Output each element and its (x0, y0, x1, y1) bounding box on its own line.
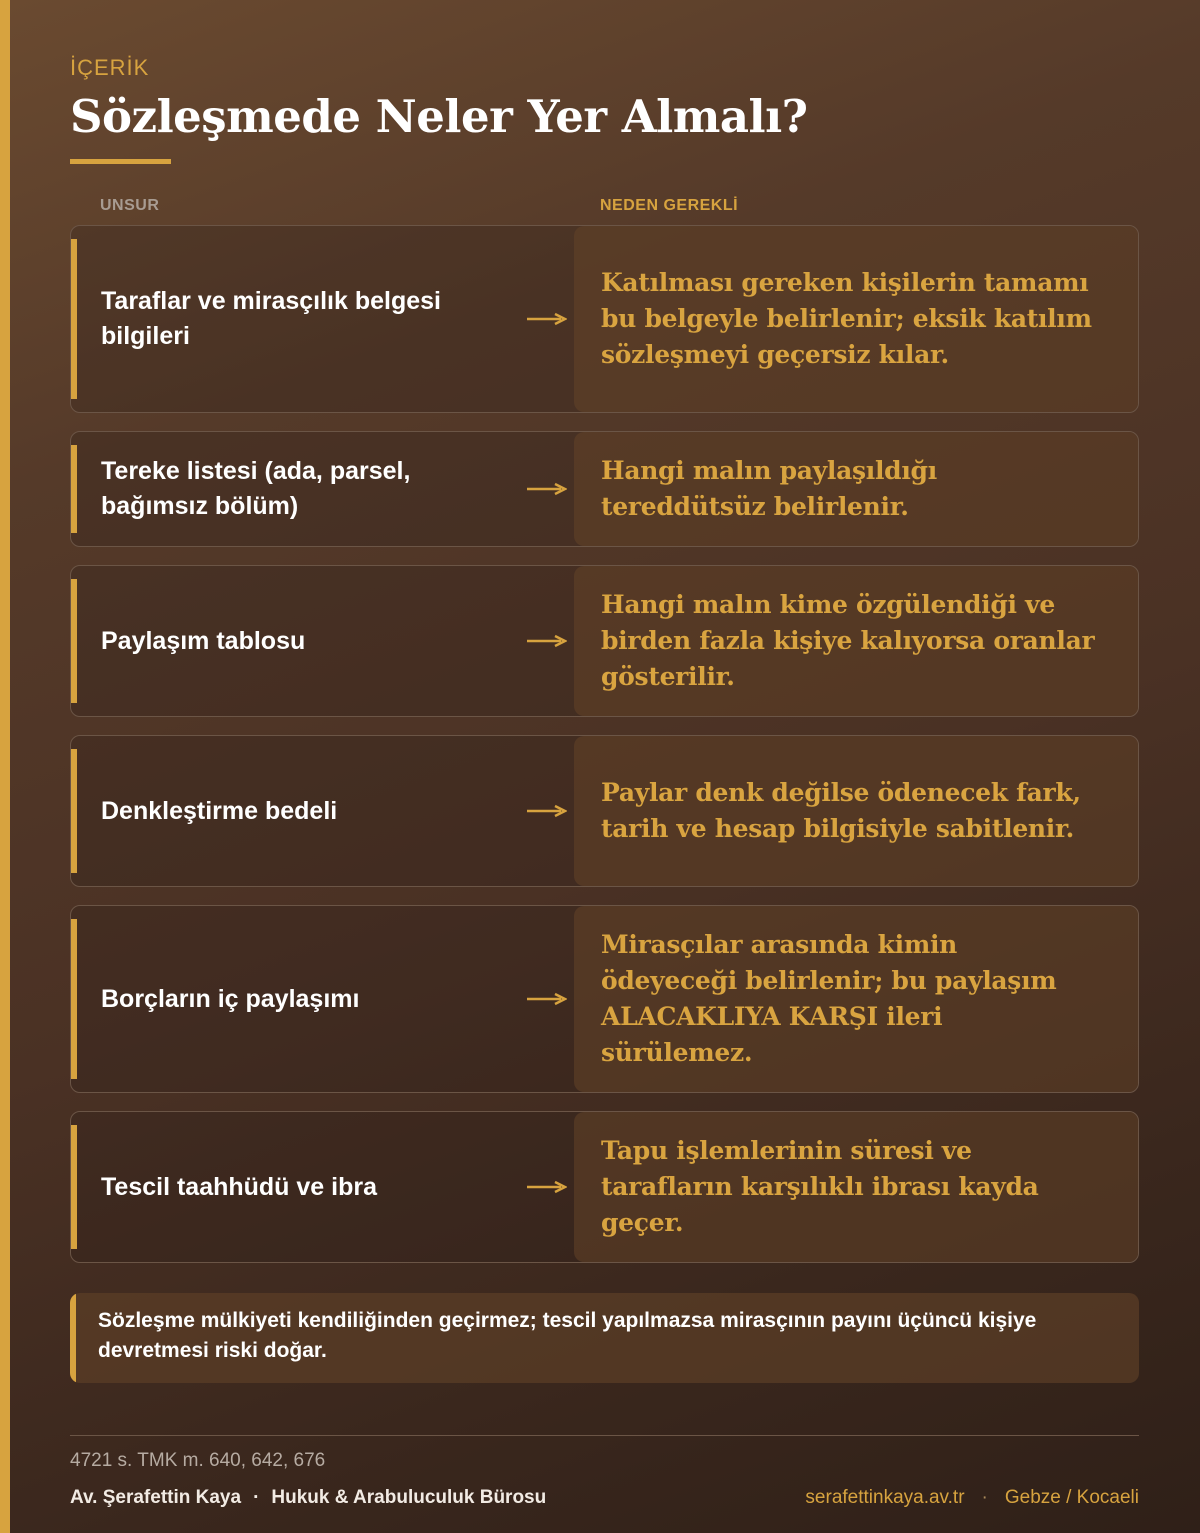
row-accent (71, 239, 77, 399)
row-item: Denkleştirme bedeli (101, 796, 338, 825)
arrow-right-icon (527, 634, 567, 648)
arrow-right-icon (527, 992, 567, 1006)
row-accent (71, 919, 77, 1079)
row-item: Borçların iç paylaşımı (101, 984, 360, 1013)
row-accent (71, 445, 77, 533)
row-item: Tereke listesi (ada, parsel, bağımsız bölüm) (101, 457, 411, 520)
warning-note (70, 1293, 1139, 1383)
row-reason: Katılması gereken kişilerin tamamı bu belgeyle belirlenir; eksik katılım sözleşmeyi geçersiz kılar. (574, 226, 1138, 412)
row-reason: Hangi malın paylaşıldığı tereddütsüz belirlenir. (574, 432, 1138, 546)
footer-divider (70, 1435, 1139, 1436)
table-row (70, 905, 1139, 1093)
row-reason: Paylar denk değilse ödenecek fark, tarih ve hesap bilgisiyle sabitlenir. (574, 736, 1138, 886)
footer-author (70, 1487, 546, 1509)
row-accent (71, 1125, 77, 1249)
row-item: Taraflar ve mirasçılık belgesi bilgileri (101, 287, 442, 350)
separator-dot: · (981, 1487, 988, 1508)
separator-dot: · (253, 1487, 260, 1508)
table-row (70, 735, 1139, 887)
page-title: Sözleşmede Neler Yer Almalı? (70, 90, 808, 143)
table-row (70, 1111, 1139, 1263)
arrow-right-icon (527, 804, 567, 818)
row-accent (71, 579, 77, 703)
firm-name: Hukuk & Arabuluculuk Bürosu (271, 1487, 547, 1508)
table-row (70, 431, 1139, 547)
row-reason: Tapu işlemlerinin süresi ve tarafların karşılıklı ibrası kayda geçer. (574, 1112, 1138, 1262)
section-kicker: İÇERİK (70, 55, 150, 80)
author-name: Av. Şerafettin Kaya (70, 1487, 242, 1508)
arrow-right-icon (527, 482, 567, 496)
column-header-reason: NEDEN GEREKLİ (600, 197, 739, 214)
note-accent (70, 1293, 76, 1383)
column-header-item: UNSUR (100, 197, 160, 214)
title-underline (70, 159, 171, 164)
arrow-right-icon (527, 1180, 567, 1194)
note-text: Sözleşme mülkiyeti kendiliğinden geçirmez; tescil yapılmazsa mirasçının payını üçüncü kişiye devretmesi riski doğar. (98, 1309, 1037, 1362)
legal-reference: 4721 s. TMK m. 640, 642, 676 (70, 1450, 326, 1471)
table-row (70, 225, 1139, 413)
arrow-right-icon (527, 312, 567, 326)
left-accent-bar (0, 0, 10, 1533)
row-accent (71, 749, 77, 873)
row-reason: Mirasçılar arasında kimin ödeyeceği belirlenir; bu paylaşım ALACAKLIYA KARŞI ileri sürülemez. (574, 906, 1138, 1092)
website-link[interactable]: serafettinkaya.av.tr (805, 1487, 965, 1508)
row-item: Paylaşım tablosu (101, 626, 306, 655)
table-row (70, 565, 1139, 717)
location-text: Gebze / Kocaeli (1004, 1487, 1139, 1508)
footer-contact (805, 1487, 1139, 1509)
row-item: Tescil taahhüdü ve ibra (101, 1172, 378, 1201)
row-reason: Hangi malın kime özgülendiği ve birden fazla kişiye kalıyorsa oranlar gösterilir. (574, 566, 1138, 716)
